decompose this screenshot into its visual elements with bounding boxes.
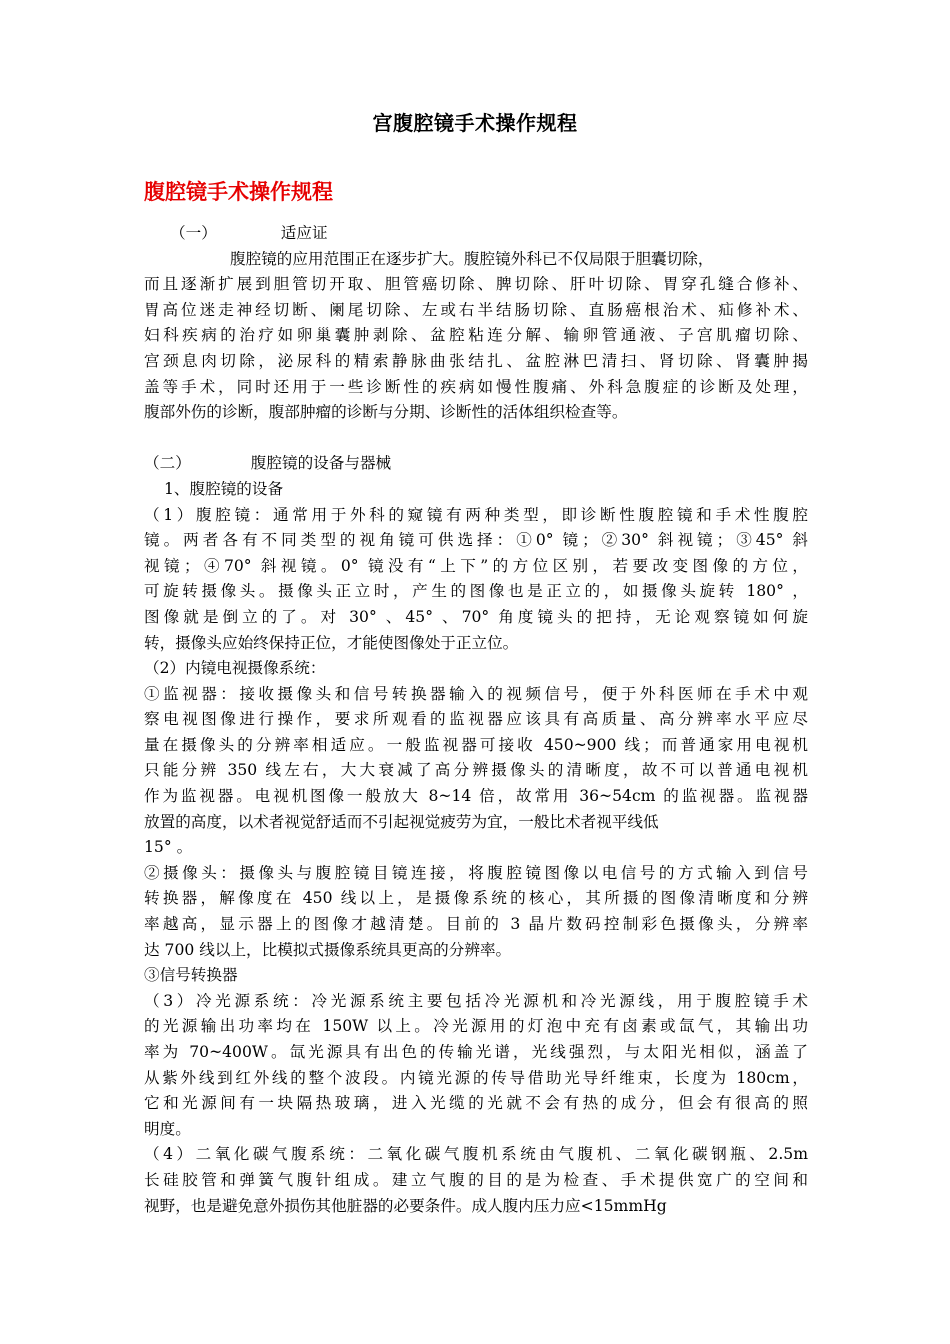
paragraph-line: 明度。	[144, 1119, 191, 1138]
paragraph-line: 视镜；④70° 斜视镜。0° 镜没有“上下”的方位区别，若要改变图像的方位，	[144, 556, 808, 575]
paragraph-line: 图像就是倒立的了。对 30° 、45° 、70° 角度镜头的把持，无论观察镜如何旋	[144, 607, 808, 626]
paragraph-line: 率为 70~400W。氙光源具有出色的传输光谱，光线强烈，与太阳光相似，涵盖了	[144, 1043, 808, 1061]
paragraph-line: ①监视器：接收摄像头和信号转换器输入的视频信号，便于外科医师在手术中观	[144, 684, 808, 703]
paragraph-line: 视野，也是避免意外损伤其他脏器的必要条件。成人腹内压力应<15mmHg	[144, 1196, 667, 1215]
paragraph-line: 从紫外线到红外线的整个波段。内镜光源的传导借助光导纤维束，长度为 180cm，	[144, 1068, 808, 1087]
paragraph-line: 作为监视器。电视机图像一般放大 8~14 倍，故常用 36~54cm 的监视器。监视器	[144, 787, 808, 806]
paragraph-line: 宫颈息肉切除，泌尿科的精索静脉曲张结扎、盆腔淋巴清扫、肾切除、肾囊肿揭	[144, 351, 808, 370]
paragraph-line: 妇科疾病的治疗如卵巢囊肿剥除、盆腔粘连分解、输卵管通液、子宫肌瘤切除、	[144, 326, 808, 345]
section-heading-2	[144, 451, 808, 477]
section-number: （二）	[144, 454, 191, 473]
paragraph-line: 转，摄像头应始终保持正位，才能使图像处于正立位。	[144, 633, 519, 652]
section-heading-1	[144, 221, 808, 247]
paragraph-line: 15° 。	[144, 838, 193, 857]
paragraph-line: ②摄像头：摄像头与腹腔镜目镜连接，将腹腔镜图像以电信号的方式输入到信号	[144, 863, 808, 882]
paragraph-line: 只能分辨 350 线左右，大大衰减了高分辨摄像头的清晰度，故不可以普通电视机	[144, 761, 808, 780]
paragraph-line: 量在摄像头的分辨率相适应。一般监视器可接收 450~900 线；而普通家用电视机	[144, 735, 808, 754]
paragraph-line: 放置的高度，以术者视觉舒适而不引起视觉疲劳为宜，一般比术者视平线低	[144, 812, 659, 831]
paragraph-line: 胃高位迷走神经切断、阑尾切除、左或右半结肠切除、直肠癌根治术、疝修补术、	[144, 300, 808, 319]
paragraph-line: 长硅胶管和弹簧气腹针组成。建立气腹的目的是为检查、手术提供宽广的空间和	[144, 1170, 808, 1189]
paragraph-line: （4）二氧化碳气腹系统：二氧化碳气腹机系统由气腹机、二氧化碳钢瓶、2.5m	[144, 1145, 808, 1164]
paragraph-line: 的光源输出功率均在 150W 以上。冷光源用的灯泡中充有卤素或氙气，其输出功	[144, 1017, 808, 1036]
subsection-heading: 1、腹腔镜的设备	[164, 479, 284, 498]
paragraph-line: 而且逐渐扩展到胆管切开取、胆管癌切除、脾切除、肝叶切除、胃穿孔缝合修补、	[144, 275, 808, 294]
paragraph-line: 镜。两者各有不同类型的视角镜可供选择：①0° 镜；②30° 斜视镜；③45° 斜	[144, 531, 808, 550]
document-title: 宫腹腔镜手术操作规程	[372, 111, 578, 135]
section-heading-text: 腹腔镜的设备与器械	[250, 454, 392, 473]
section-title: 腹腔镜手术操作规程	[144, 180, 333, 204]
paragraph-line: （3）冷光源系统：冷光源系统主要包括冷光源机和冷光源线，用于腹腔镜手术	[144, 991, 808, 1010]
paragraph-line: 达 700 线以上，比模拟式摄像系统具更高的分辨率。	[144, 940, 512, 959]
section-heading-text: 适应证	[280, 224, 328, 242]
paragraph-gap	[144, 426, 808, 452]
paragraph-line: 察电视图像进行操作，要求所观看的监视器应该具有高质量、高分辨率水平应尽	[144, 710, 808, 729]
paragraph-line: 转换器，解像度在 450 线以上，是摄像系统的核心，其所摄的图像清晰度和分辨	[144, 889, 808, 908]
paragraph-line: 可旋转摄像头。摄像头正立时，产生的图像也是正立的，如摄像头旋转 180° ，	[144, 582, 808, 601]
paragraph-line: 腹部外伤的诊断，腹部肿瘤的诊断与分期、诊断性的活体组织检查等。	[144, 403, 628, 422]
document-body	[144, 221, 808, 1219]
paragraph-line: 腹腔镜的应用范围正在逐步扩大。腹腔镜外科已不仅局限于胆囊切除，	[230, 249, 714, 268]
paragraph-line: 它和光源间有一块隔热玻璃，进入光缆的光就不会有热的成分，但会有很高的照	[144, 1094, 808, 1113]
paragraph-line: ③信号转换器	[144, 966, 238, 985]
paragraph-line: （2）内镜电视摄像系统：	[144, 659, 326, 678]
section-number: （一）	[170, 224, 217, 242]
paragraph-line: 盖等手术，同时还用于一些诊断性的疾病如慢性腹痛、外科急腹症的诊断及处理，	[144, 377, 808, 396]
paragraph-line: （1）腹腔镜：通常用于外科的窥镜有两种类型，即诊断性腹腔镜和手术性腹腔	[144, 505, 808, 524]
paragraph-line: 率越高，显示器上的图像才越清楚。目前的 3 晶片数码控制彩色摄像头，分辨率	[144, 915, 808, 934]
